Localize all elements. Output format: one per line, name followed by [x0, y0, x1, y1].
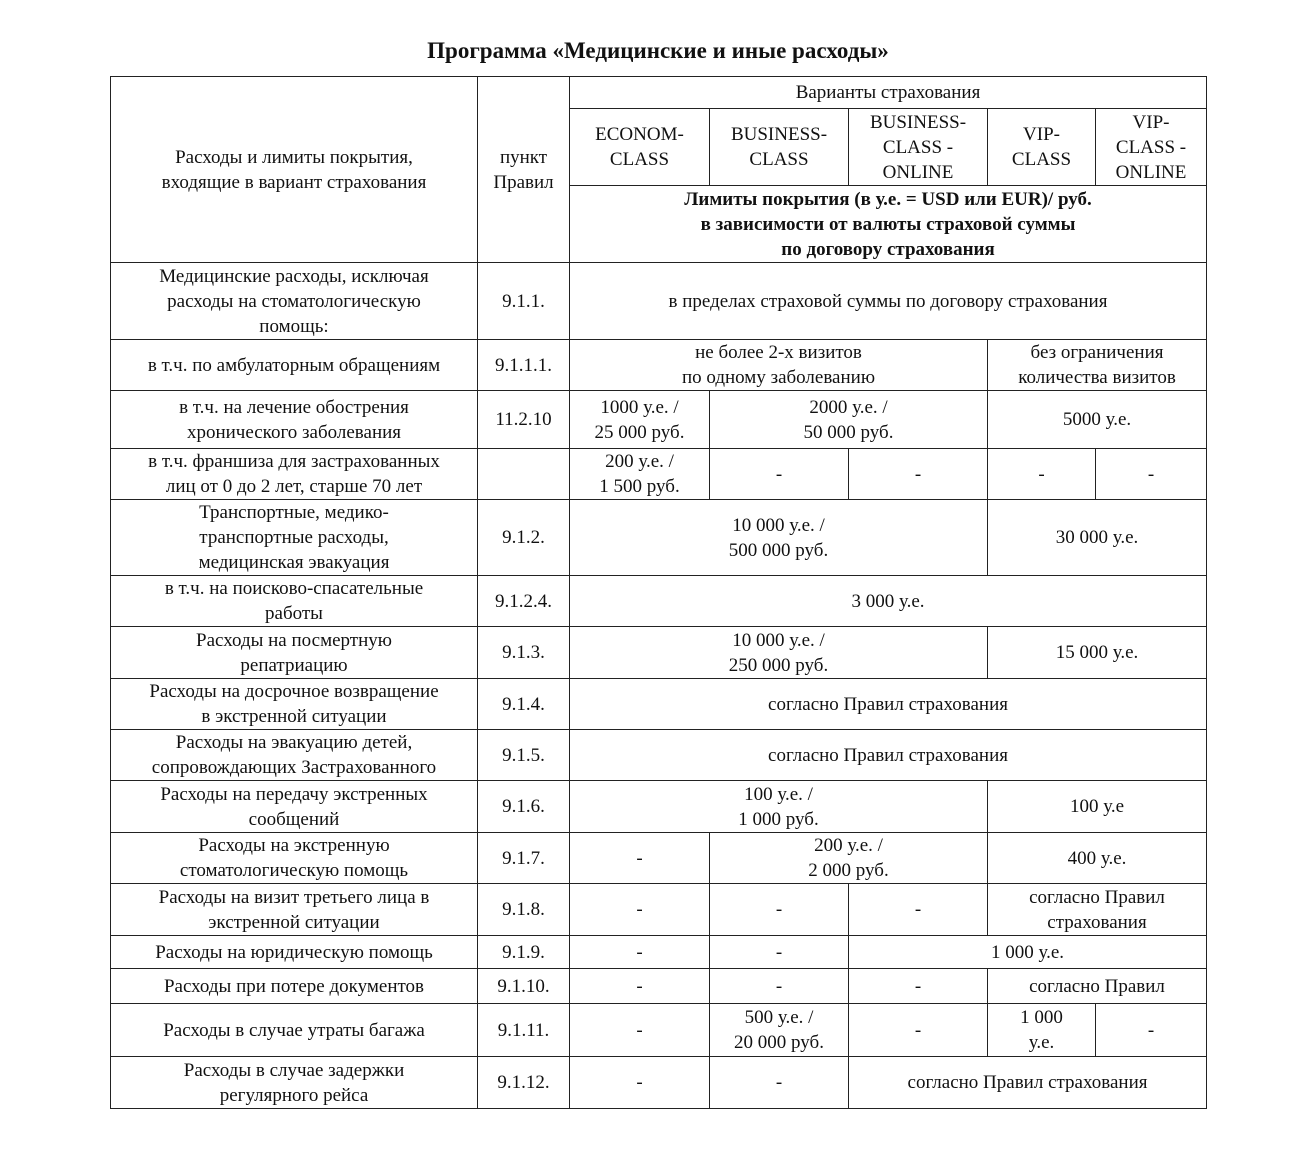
cell-line: CLASS - — [882, 136, 954, 158]
limit-cell — [570, 627, 988, 679]
page-title: Программа «Медицинские и иные расходы» — [427, 38, 889, 63]
limit-cell — [988, 449, 1096, 500]
row-rule: 9.1.4. — [478, 679, 570, 730]
cell-line: Правил — [493, 171, 554, 193]
cell-line: в пределах страховой суммы по договору страхования — [668, 290, 1108, 312]
cell-line: количества визитов — [1018, 367, 1176, 388]
limit-cell — [849, 1004, 988, 1057]
cell-line: помощь: — [259, 315, 329, 337]
cell-line: по договору страхования — [781, 238, 995, 260]
cell-line: хронического заболевания — [186, 421, 402, 443]
cell-line: сопровождающих Застрахованного — [151, 757, 437, 778]
cell-line: 50 000 руб. — [803, 421, 894, 443]
header-expenses — [111, 77, 478, 263]
table-row — [111, 340, 1207, 391]
cell-line: в экстренной ситуации — [201, 706, 387, 727]
cell-line: - — [775, 941, 783, 963]
limit-cell — [988, 500, 1207, 576]
cell-line: согласно Правил — [1029, 886, 1165, 908]
limit-cell — [988, 969, 1207, 1004]
cell-line: ONLINE — [1115, 161, 1187, 183]
row-label — [111, 576, 478, 627]
row-label — [111, 391, 478, 449]
cell-line: репатриацию — [240, 654, 348, 676]
cell-line: Расходы и лимиты покрытия, — [175, 146, 413, 168]
cell-line: Расходы на эвакуацию детей, — [175, 732, 413, 753]
limit-cell — [570, 449, 710, 500]
row-rule: 9.1.7. — [478, 833, 570, 884]
cell-line: - — [914, 1019, 922, 1041]
cell-line: - — [775, 975, 783, 997]
cell-line: 10 000 у.е. / — [732, 514, 825, 536]
limit-cell — [988, 781, 1207, 833]
cell-line: - — [636, 975, 643, 997]
cell-line: экстренной ситуации — [208, 911, 380, 933]
row-rule: 9.1.8. — [478, 884, 570, 936]
table-row — [111, 1057, 1207, 1109]
table-row — [111, 391, 1207, 449]
header-class-econom — [570, 109, 710, 186]
row-rule: 9.1.12. — [478, 1057, 570, 1109]
header-class-vip — [988, 109, 1096, 186]
cell-line: 2000 у.е. / — [809, 396, 888, 418]
cell-line: Расходы при потере документов — [163, 975, 425, 997]
limit-cell — [849, 969, 988, 1004]
cell-line: 500 000 руб. — [728, 539, 829, 561]
cell-line: согласно Правил страхования — [907, 1072, 1148, 1093]
cell-line: - — [636, 941, 643, 963]
limit-cell — [710, 449, 849, 500]
cell-line: - — [914, 899, 922, 920]
cell-line: у.е. — [1028, 1032, 1055, 1053]
cell-line: Расходы в случае задержки — [183, 1059, 405, 1081]
cell-line: - — [775, 899, 783, 920]
cell-line: согласно Правил страхования — [768, 744, 1008, 766]
cell-line: по одному заболеванию — [681, 367, 876, 388]
cell-line: ONLINE — [882, 161, 954, 183]
cell-line: BUSINESS- — [869, 111, 967, 133]
row-rule: 9.1.3. — [478, 627, 570, 679]
limit-cell — [988, 884, 1207, 936]
limit-cell — [988, 1004, 1096, 1057]
cell-line: Расходы на посмертную — [196, 629, 392, 651]
cell-line: - — [914, 975, 922, 997]
limit-cell — [710, 1004, 849, 1057]
table-row — [111, 884, 1207, 936]
cell-line: - — [636, 1072, 643, 1093]
cell-line: - — [1147, 463, 1155, 485]
table-row — [111, 500, 1207, 576]
limit-cell — [570, 391, 710, 449]
cell-line: в т.ч. на лечение обострения — [179, 396, 409, 418]
table-row — [111, 627, 1207, 679]
limit-cell — [1096, 449, 1207, 500]
row-rule: 9.1.11. — [478, 1004, 570, 1057]
row-label — [111, 730, 478, 781]
cell-line: 1 000 — [1020, 1007, 1063, 1028]
limit-cell — [710, 391, 988, 449]
cell-line: согласно Правил страхования — [768, 693, 1008, 715]
row-label — [111, 936, 478, 969]
row-rule: 9.1.5. — [478, 730, 570, 781]
cell-line: в т.ч. по амбулаторным обращениям — [147, 354, 441, 376]
limit-cell — [570, 1004, 710, 1057]
cell-line: не более 2-х визитов — [695, 342, 862, 363]
row-rule: 9.1.2. — [478, 500, 570, 576]
table-row — [111, 969, 1207, 1004]
row-label — [111, 627, 478, 679]
limit-cell — [570, 884, 710, 936]
limit-cell — [570, 1057, 710, 1109]
cell-line: - — [914, 463, 922, 485]
limit-cell — [710, 969, 849, 1004]
coverage-table — [110, 76, 1207, 1109]
row-rule: 9.1.6. — [478, 781, 570, 833]
cell-line: стоматологическую помощь — [179, 860, 409, 881]
cell-line: - — [775, 1072, 783, 1093]
limit-cell — [570, 679, 1207, 730]
cell-line: транспортные расходы, — [199, 527, 389, 548]
limit-cell — [988, 340, 1207, 391]
cell-line: VIP- — [1023, 124, 1060, 145]
row-rule: 9.1.1.1. — [478, 340, 570, 391]
cell-line: 400 у.е. — [1067, 847, 1127, 869]
cell-line: медицинская эвакуация — [198, 552, 390, 573]
cell-line: пункт — [499, 146, 548, 168]
limit-cell — [849, 936, 1207, 969]
cell-line: 200 у.е. / — [814, 835, 883, 856]
cell-line: - — [775, 463, 783, 485]
cell-line: 1000 у.е. / — [600, 396, 679, 418]
limit-cell — [710, 936, 849, 969]
cell-line: Лимиты покрытия (в у.е. = USD или EUR)/ руб. — [684, 188, 1092, 210]
row-label — [111, 969, 478, 1004]
row-label — [111, 449, 478, 500]
cell-line: Медицинские расходы, исключая — [159, 265, 429, 287]
coverage-table-body — [111, 77, 1207, 1109]
cell-line: регулярного рейса — [219, 1084, 369, 1106]
cell-line: входящие в вариант страхования — [161, 171, 427, 193]
cell-line: сообщений — [248, 808, 340, 830]
cell-line: 25 000 руб. — [594, 421, 685, 443]
cell-line: Расходы на досрочное возвращение — [149, 681, 439, 702]
table-row — [111, 730, 1207, 781]
cell-line: согласно Правил — [1029, 975, 1165, 997]
cell-line: ECONOM- — [595, 124, 684, 145]
limit-cell — [570, 781, 988, 833]
cell-line: Расходы на юридическую помощь — [155, 941, 433, 963]
header-limits-note — [570, 186, 1207, 263]
cell-line: 20 000 руб. — [734, 1032, 824, 1053]
limit-cell — [710, 884, 849, 936]
cell-line: BUSINESS- — [730, 124, 828, 145]
row-label — [111, 340, 478, 391]
limit-cell — [988, 391, 1207, 449]
limit-cell — [1096, 1004, 1207, 1057]
row-rule — [478, 449, 570, 500]
cell-line: - — [636, 1019, 643, 1041]
row-rule: 9.1.2.4. — [478, 576, 570, 627]
header-row — [111, 77, 1207, 109]
header-variants: Варианты страхования — [570, 77, 1207, 109]
table-row — [111, 833, 1207, 884]
limit-cell — [988, 833, 1207, 884]
limit-cell — [570, 730, 1207, 781]
table-row — [111, 936, 1207, 969]
cell-line: 100 у.е. / — [744, 783, 813, 805]
cell-line: без ограничения — [1030, 342, 1164, 363]
cell-line: CLASS — [609, 149, 670, 170]
cell-line: - — [636, 847, 643, 869]
cell-line: 1 000 руб. — [738, 808, 819, 830]
cell-line: страхования — [1047, 911, 1147, 933]
row-label — [111, 500, 478, 576]
table-row — [111, 576, 1207, 627]
cell-line: 2 000 руб. — [808, 860, 889, 881]
cell-line: Расходы на экстренную — [198, 835, 390, 856]
limit-cell — [570, 936, 710, 969]
table-row — [111, 449, 1207, 500]
row-label — [111, 833, 478, 884]
cell-line: VIP- — [1132, 111, 1170, 133]
cell-line: 200 у.е. / — [605, 451, 674, 472]
limit-cell — [570, 500, 988, 576]
cell-line: лиц от 0 до 2 лет, старше 70 лет — [165, 476, 423, 497]
cell-line: Расходы в случае утраты багажа — [163, 1019, 425, 1041]
cell-line: CLASS — [749, 149, 809, 170]
header-class-business-online — [849, 109, 988, 186]
limit-cell — [570, 833, 710, 884]
row-rule: 9.1.1. — [478, 263, 570, 340]
cell-line: 30 000 у.е. — [1055, 527, 1139, 548]
table-row — [111, 263, 1207, 340]
limit-cell — [570, 576, 1207, 627]
cell-line: Расходы на визит третьего лица в — [158, 886, 430, 908]
limit-cell — [988, 627, 1207, 679]
cell-line: 10 000 у.е. / — [732, 629, 825, 651]
cell-line: 100 у.е — [1070, 796, 1125, 817]
limit-cell — [570, 969, 710, 1004]
header-class-business — [710, 109, 849, 186]
cell-line: CLASS - — [1115, 136, 1187, 158]
cell-line: 250 000 руб. — [728, 654, 829, 676]
limit-cell — [849, 1057, 1207, 1109]
cell-line: - — [1038, 463, 1045, 485]
limit-cell — [570, 263, 1207, 340]
row-label — [111, 884, 478, 936]
cell-line: Расходы на передачу экстренных — [160, 783, 428, 805]
cell-line: в зависимости от валюты страховой суммы — [700, 213, 1076, 235]
cell-line: - — [636, 899, 643, 920]
limit-cell — [710, 1057, 849, 1109]
cell-line: работы — [265, 603, 323, 624]
limit-cell — [849, 449, 988, 500]
row-label — [111, 263, 478, 340]
header-class-vip-online — [1096, 109, 1207, 186]
cell-line: 5000 у.е. — [1062, 409, 1132, 430]
limit-cell — [570, 340, 988, 391]
row-label — [111, 1004, 478, 1057]
header-rule — [478, 77, 570, 263]
limit-cell — [849, 884, 988, 936]
row-rule: 11.2.10 — [478, 391, 570, 449]
row-label — [111, 1057, 478, 1109]
limit-cell — [710, 833, 988, 884]
table-row — [111, 1004, 1207, 1057]
row-label — [111, 679, 478, 730]
row-rule: 9.1.10. — [478, 969, 570, 1004]
table-row — [111, 781, 1207, 833]
cell-line: Транспортные, медико- — [199, 502, 389, 523]
row-rule: 9.1.9. — [478, 936, 570, 969]
table-row — [111, 679, 1207, 730]
cell-line: - — [1147, 1019, 1155, 1041]
cell-line: 15 000 у.е. — [1055, 642, 1139, 663]
cell-line: расходы на стоматологическую — [167, 290, 421, 312]
row-label — [111, 781, 478, 833]
cell-line: 1 000 у.е. — [991, 941, 1065, 963]
cell-line: в т.ч. франшиза для застрахованных — [148, 451, 440, 472]
cell-line: 1 500 руб. — [599, 476, 680, 497]
cell-line: в т.ч. на поисково-спасательные — [164, 578, 424, 599]
cell-line: CLASS — [1011, 149, 1072, 170]
cell-line: 3 000 у.е. — [851, 590, 925, 612]
cell-line: 500 у.е. / — [744, 1007, 814, 1028]
